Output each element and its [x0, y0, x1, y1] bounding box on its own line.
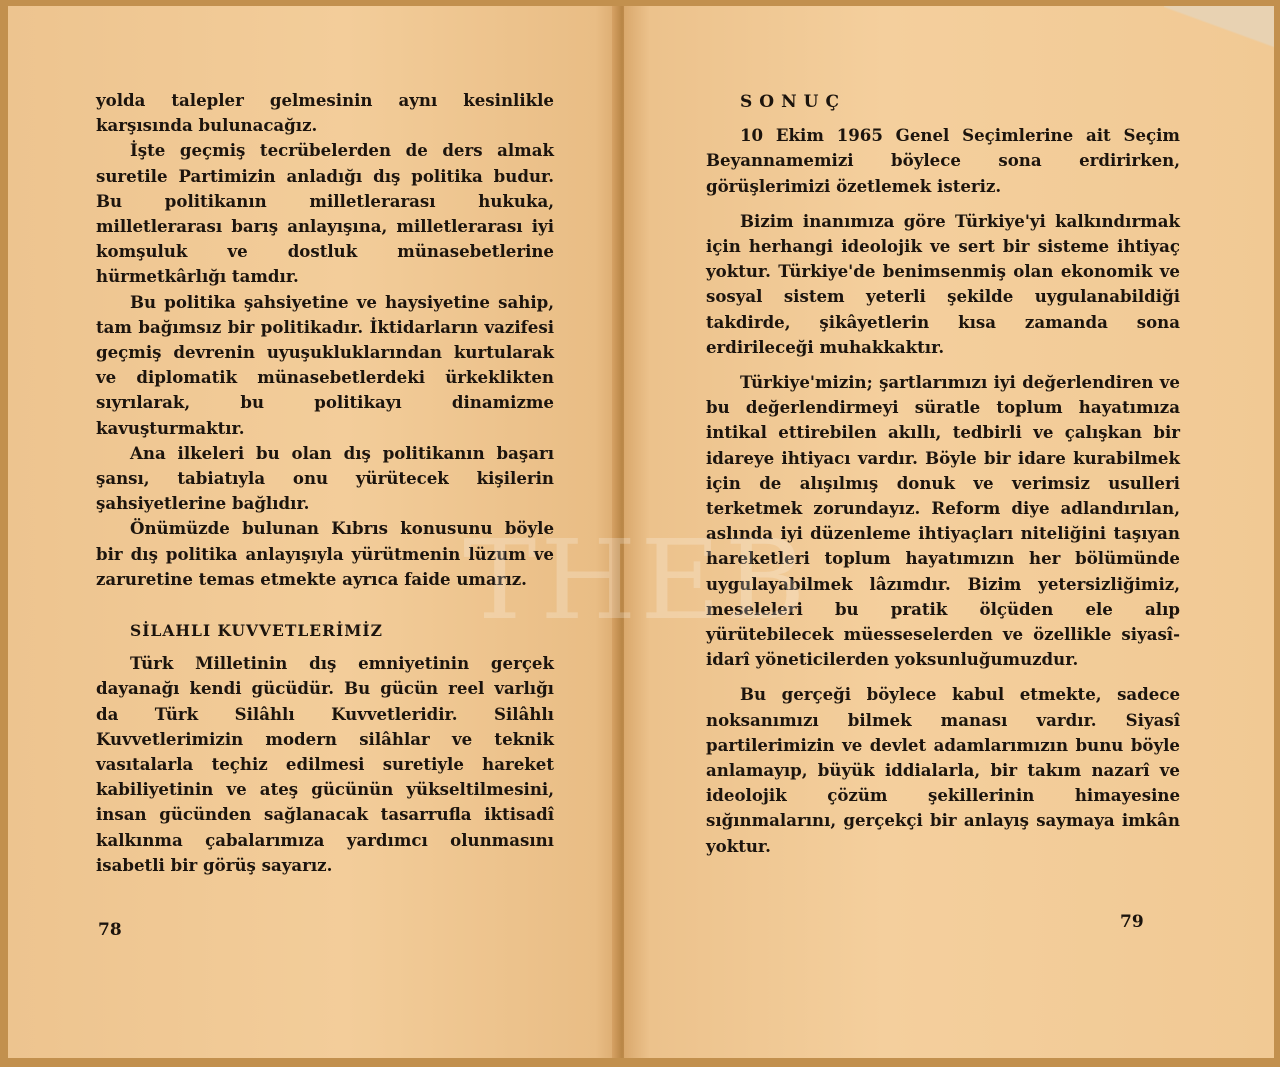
paragraph: Bu politika şahsiyetine ve haysiyetine sahip, tam bağımsız bir politikadır. İktidarların vazifesi geçmiş devrenin uyuşukluklarından kurtularak ve diplomatik münasebetlerdeki ürkeklikten sıyrılarak, bu politikayı dinamizme kavuşturmaktır. [96, 291, 554, 438]
section-heading: SONUÇ [740, 92, 846, 112]
paragraph: Ana ilkeleri bu olan dış politikanın başarı şansı, tabiatıyla onu yürütecek kişilerin şahsiyetlerine bağlıdır. [96, 442, 554, 514]
book-spread [8, 6, 1274, 1058]
paragraph: Türk Milletinin dış emniyetinin gerçek dayanağı kendi gücüdür. Bu gücün reel varlığı da Türk Silâhlı Kuvvetleridir. Silâhlı Kuvvetlerimizin modern silâhlar ve teknik vasıtalarla teçhiz edilmesi suretiyle hareket kabiliyetinin ve ateş gücünün yükseltilmesini, insan gücünden sağlanacak tasarrufla iktisadî kalkınma çabalarımıza yardımcı olunmasını isabetli bir görüş sayarız. [96, 653, 554, 875]
page-number: 79 [1120, 912, 1144, 932]
section-heading: SİLAHLI KUVVETLERİMİZ [130, 621, 383, 641]
paragraph: İşte geçmiş tecrübelerden de ders almak suretile Partimizin anladığı dış politika budur. Bu politikanın milletlerarası hukuka, milletlerarası barış anlayışına, milletlerarası iyi komşuluk ve dostluk münasebetlerine hürmetkârlığı tamdır. [96, 140, 554, 287]
paragraph: Bizim inanımıza göre Türkiye'yi kalkındırmak için herhangi ideolojik ve sert bir sisteme ihtiyaç yoktur. Türkiye'de benimsenmiş olan ekonomik ve sosyal sistem yeterli şekilde uygulanabildiği takdirde, şikâyetlerin kısa zamanda sona erdirileceği muhakkaktır. [706, 210, 1180, 357]
paragraph: Önümüzde bulunan Kıbrıs konusunu böyle bir dış politika anlayışıyla yürütmenin lüzum ve zaruretine temas etmekte ayrıca faide umarız. [96, 518, 554, 589]
watermark: THEB [463, 516, 810, 644]
right-page [624, 6, 1274, 1058]
left-page [8, 6, 620, 1058]
paragraph: 10 Ekim 1965 Genel Seçimlerine ait Seçim Beyannamemizi böylece sona erdirirken, görüşlerimizi özetlemek isteriz. [706, 125, 1180, 196]
paragraph: Türkiye'mizin; şartlarımızı iyi değerlendiren ve bu değerlendirmeyi süratle toplum hayatımıza intikal ettirebilen akıllı, tedbirli ve çalışkan bir idareye ihtiyacı vardır. Böyle bir idare kurabilmek için de alışılmış donuk ve verimsiz usulleri terketmek zorundayız. Reform diye adlandırılan, aslında iyi düzenleme ihtiyaçları niteliğini taşıyan hareketleri toplum hayatımızın her bölümünde uygulayabilmek lâzımdır. Bizim yetersizliğimiz, meseleleri bu pratik ölçüden ele alıp yürütebilecek müesseselerden ve özellikle siyasî-idarî yöneticilerden yoksunluğumuzdur. [706, 372, 1180, 670]
page-number: 78 [98, 920, 122, 940]
left-page-text [96, 88, 554, 878]
paragraph: Bu gerçeği böylece kabul etmekte, sadece noksanımızı bilmek manası vardır. Siyasî partilerimizin ve devlet adamlarımızın bunu böyle anlamayıp, büyük iddialarla, bir takım nazarî ve ideolojik çözüm şekillerinin himayesine sığınmalarını, gerçekçi bir anlayış saymaya imkân yoktur. [706, 684, 1180, 856]
page-corner-fold [1164, 6, 1274, 66]
paragraph: yolda talepler gelmesinin aynı kesinlikle karşısında bulunacağız. [96, 90, 554, 136]
right-page-text [706, 90, 1180, 859]
